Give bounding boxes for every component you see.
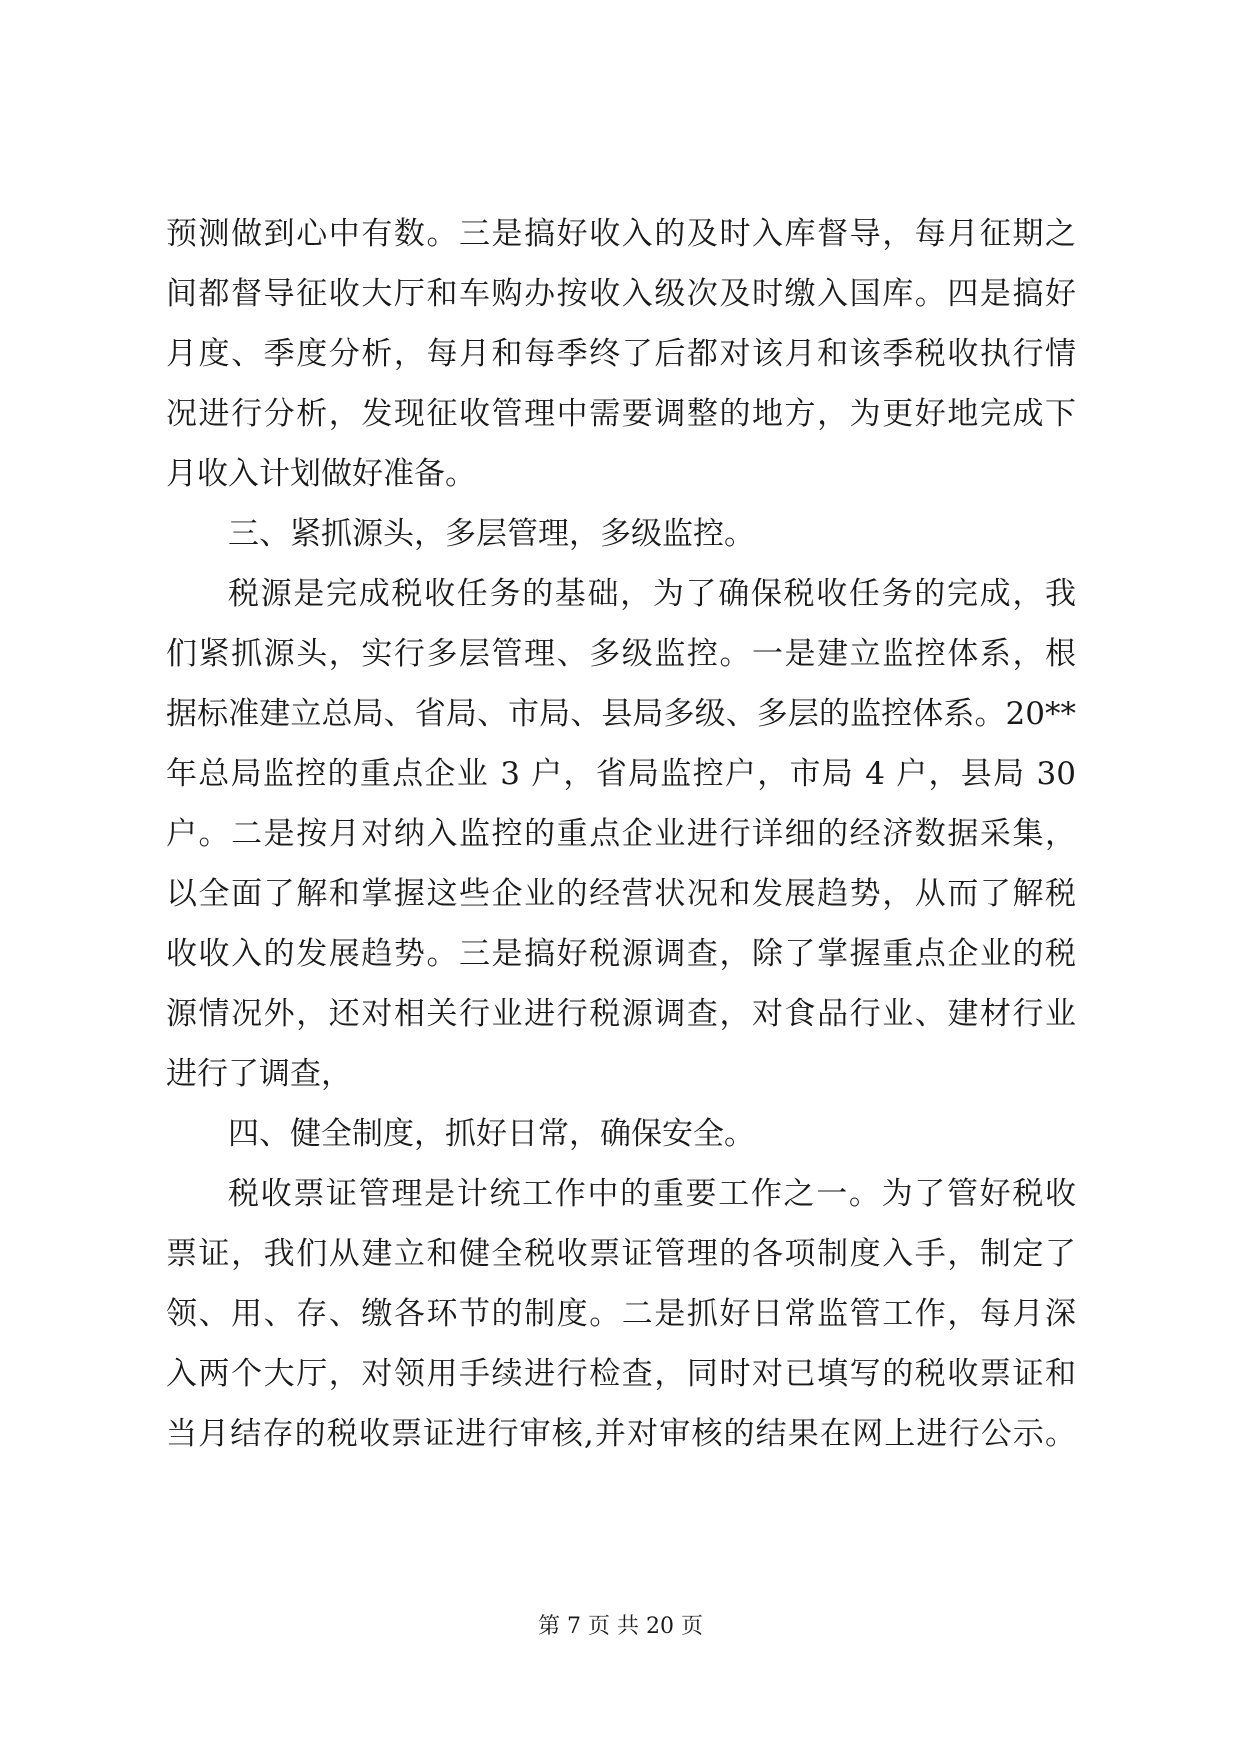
- text-line: 户。二是按月对纳入监控的重点企业进行详细的经济数据采集，: [166, 816, 1076, 852]
- text-line: 预测做到心中有数。三是搞好收入的及时入库督导，每月征期之: [166, 216, 1076, 252]
- text-line: 税源是完成税收任务的基础，为了确保税收任务的完成，我: [228, 576, 1076, 612]
- text-line: 票证，我们从建立和健全税收票证管理的各项制度入手，制定了: [166, 1236, 1076, 1272]
- text-line: 月度、季度分析，每月和每季终了后都对该月和该季税收执行情: [166, 336, 1076, 372]
- text-line: 入两个大厅，对领用手续进行检查，同时对已填写的税收票证和: [166, 1356, 1076, 1392]
- page-number-footer: 第 7 页 共 20 页: [538, 1614, 703, 1639]
- text-line: 当月结存的税收票证进行审核,并对审核的结果在网上进行公示。: [166, 1416, 1076, 1452]
- body-text: [166, 204, 1076, 1464]
- section-heading: 三、紧抓源头，多层管理，多级监控。: [228, 516, 755, 552]
- text-line: 年总局监控的重点企业 3 户，省局监控户，市局 4 户，县局 30: [166, 756, 1076, 792]
- text-line: 领、用、存、缴各环节的制度。二是抓好日常监管工作，每月深: [166, 1296, 1076, 1332]
- text-line: 况进行分析，发现征收管理中需要调整的地方，为更好地完成下: [166, 396, 1076, 432]
- text-line: 据标准建立总局、省局、市局、县局多级、多层的监控体系。20**: [166, 696, 1076, 732]
- text-line: 收收入的发展趋势。三是搞好税源调查，除了掌握重点企业的税: [166, 936, 1076, 972]
- text-line: 们紧抓源头，实行多层管理、多级监控。一是建立监控体系，根: [166, 636, 1076, 672]
- section-heading: 四、健全制度，抓好日常，确保安全。: [228, 1116, 755, 1152]
- text-line: 月收入计划做好准备。: [166, 456, 476, 492]
- text-line: 间都督导征收大厅和车购办按收入级次及时缴入国库。四是搞好: [166, 276, 1076, 312]
- text-line: 源情况外，还对相关行业进行税源调查，对食品行业、建材行业: [166, 996, 1076, 1032]
- text-line: 以全面了解和掌握这些企业的经营状况和发展趋势，从而了解税: [166, 876, 1076, 912]
- text-line: 税收票证管理是计统工作中的重要工作之一。为了管好税收: [228, 1176, 1076, 1212]
- text-line: 进行了调查，: [166, 1056, 352, 1092]
